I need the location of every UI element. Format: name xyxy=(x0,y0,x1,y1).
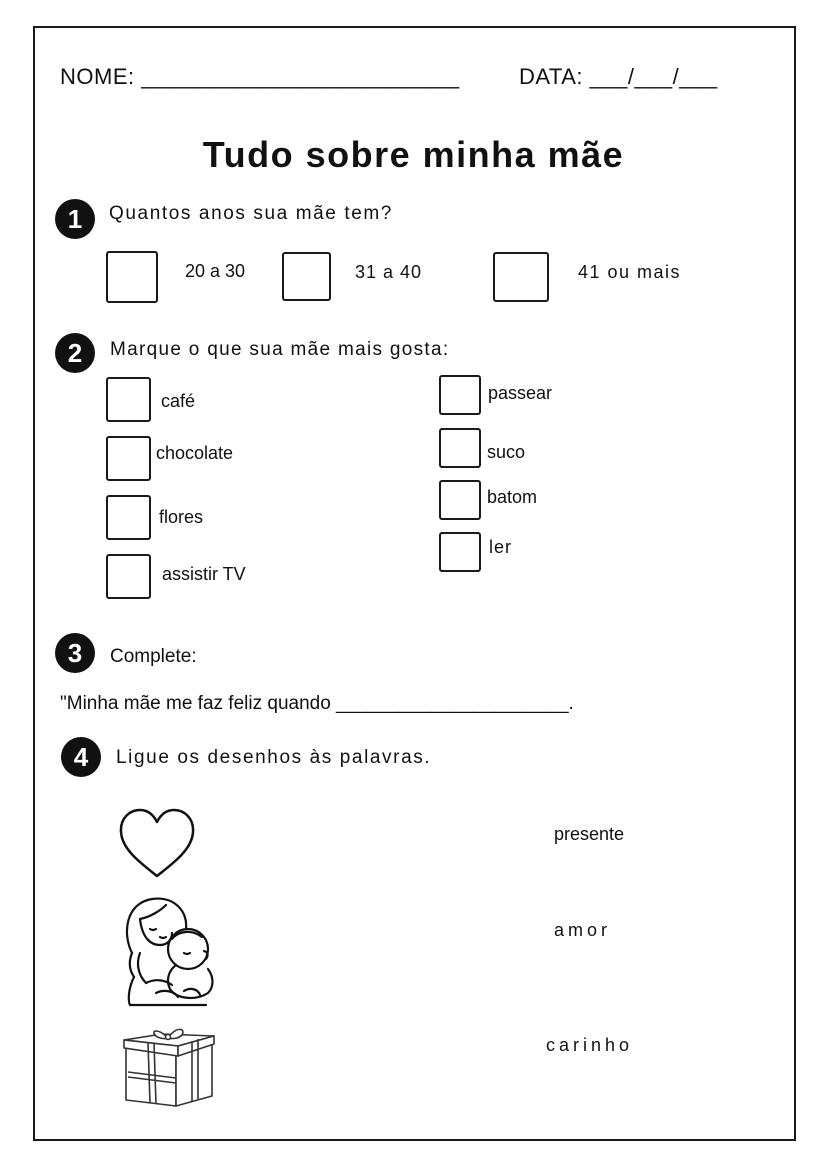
heart-icon[interactable] xyxy=(118,808,196,880)
checkbox-ler[interactable] xyxy=(439,532,481,572)
option-41-plus: 41 ou mais xyxy=(578,262,682,282)
option-suco: suco xyxy=(487,442,526,462)
option-31-40: 31 a 40 xyxy=(355,262,423,282)
mother-child-icon[interactable] xyxy=(120,893,216,1009)
checkbox-passear[interactable] xyxy=(439,375,481,415)
option-cafe: café xyxy=(161,391,196,411)
checkbox-flores[interactable] xyxy=(106,495,151,540)
question-2-text: Marque o que sua mãe mais gosta: xyxy=(110,339,450,360)
option-passear: passear xyxy=(488,383,553,403)
page-title: Tudo sobre minha mãe xyxy=(202,134,625,175)
complete-sentence[interactable]: "Minha mãe me faz feliz quando ______________________. xyxy=(60,693,574,714)
option-assistir-tv: assistir TV xyxy=(162,564,246,584)
option-ler: ler xyxy=(489,537,513,557)
checkbox-41-plus[interactable] xyxy=(493,252,549,302)
option-chocolate: chocolate xyxy=(156,443,234,463)
question-1-number: 1 xyxy=(55,199,95,239)
checkbox-31-40[interactable] xyxy=(282,252,331,301)
option-20-30: 20 a 30 xyxy=(185,261,246,281)
question-3-text: Complete: xyxy=(110,646,197,667)
question-4-text: Ligue os desenhos às palavras. xyxy=(116,747,432,768)
question-1-text: Quantos anos sua mãe tem? xyxy=(109,203,393,224)
question-4-number: 4 xyxy=(61,737,101,777)
gift-icon[interactable] xyxy=(122,1026,216,1110)
checkbox-chocolate[interactable] xyxy=(106,436,151,481)
name-field[interactable]: NOME: _________________________ xyxy=(60,64,460,89)
word-amor[interactable]: amor xyxy=(554,920,612,940)
checkbox-cafe[interactable] xyxy=(106,377,151,422)
checkbox-batom[interactable] xyxy=(439,480,481,520)
option-flores: flores xyxy=(159,507,204,527)
option-batom: batom xyxy=(487,487,538,507)
word-presente[interactable]: presente xyxy=(554,824,625,844)
word-carinho[interactable]: carinho xyxy=(546,1035,634,1055)
question-2-number: 2 xyxy=(55,333,95,373)
date-field[interactable]: DATA: ___/___/___ xyxy=(519,64,718,89)
checkbox-20-30[interactable] xyxy=(106,251,158,303)
checkbox-suco[interactable] xyxy=(439,428,481,468)
checkbox-assistir-tv[interactable] xyxy=(106,554,151,599)
question-3-number: 3 xyxy=(55,633,95,673)
